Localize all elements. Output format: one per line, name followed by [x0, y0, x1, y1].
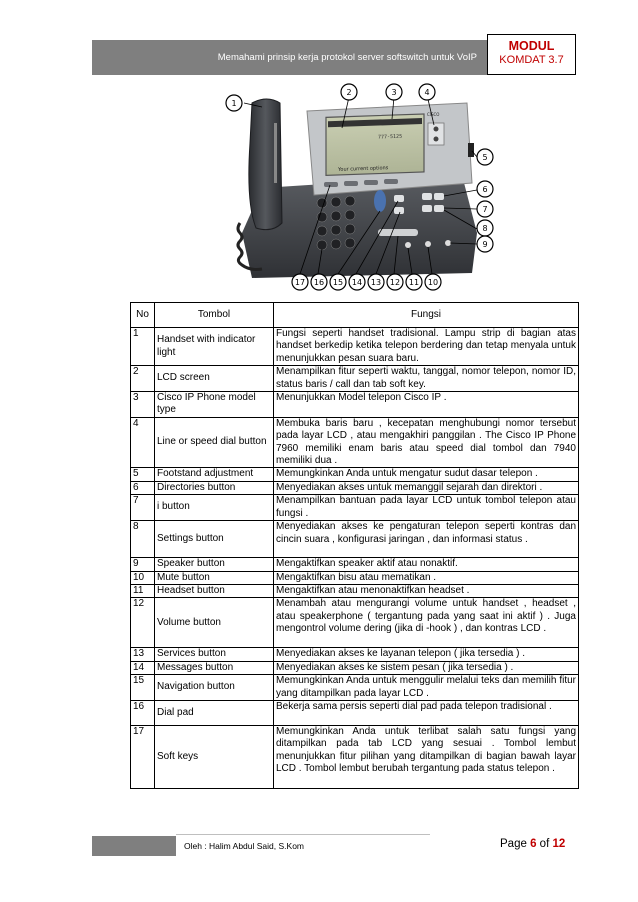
svg-text:11: 11	[408, 278, 420, 287]
svg-text:3: 3	[391, 88, 397, 97]
cell-tombol: Directories button	[155, 481, 274, 494]
table-row	[131, 495, 579, 521]
callout-6	[477, 181, 493, 197]
table-row	[131, 366, 579, 392]
cell-fungsi: Mengaktifkan speaker aktif atau nonaktif.	[274, 558, 579, 571]
button-function-table	[130, 302, 579, 789]
callout-4	[419, 84, 435, 100]
footer-author: Oleh : Halim Abdul Said, S.Kom	[184, 841, 305, 851]
table-row	[131, 328, 579, 366]
cell-tombol: Cisco IP Phone model type	[155, 392, 274, 418]
cell-fungsi: Menampilkan fitur seperti waktu, tanggal, nomor telepon, nomor ID, status baris / call dan tab soft key.	[274, 366, 579, 392]
cell-fungsi: Menyediakan akses ke sistem pesan ( jika tersedia ) .	[274, 661, 579, 674]
svg-text:14: 14	[351, 278, 363, 287]
cell-fungsi: Mengaktifkan atau menonaktifkan headset .	[274, 584, 579, 597]
col-header-no: No	[131, 303, 155, 328]
lcd-status: Your current options	[338, 165, 389, 173]
page-of: of	[539, 838, 550, 850]
svg-text:8: 8	[482, 224, 488, 233]
header-title: Memahami prinsip kerja protokol server softswitch untuk VoIP	[217, 52, 477, 63]
svg-text:15: 15	[332, 278, 344, 287]
cell-fungsi: Menyediakan akses ke pengaturan telepon seperti kontras dan cincin suara , konfigurasi jaringan , dan informasi status .	[274, 521, 579, 558]
table-row	[131, 481, 579, 494]
cell-no: 6	[131, 481, 155, 494]
cell-tombol: Speaker button	[155, 558, 274, 571]
svg-text:9: 9	[482, 240, 488, 249]
callout-8	[477, 220, 493, 236]
footer-bar	[92, 836, 176, 856]
cell-fungsi: Menyediakan akses untuk memanggil sejarah dan direktori .	[274, 481, 579, 494]
callout-5	[477, 149, 493, 165]
callout-9	[477, 236, 493, 252]
cell-tombol: Handset with indicator light	[155, 328, 274, 366]
cell-tombol: Line or speed dial button	[155, 417, 274, 468]
svg-text:7: 7	[482, 205, 488, 214]
cell-tombol: Headset button	[155, 584, 274, 597]
table-header-row	[131, 303, 579, 328]
page-current: 6	[530, 838, 537, 850]
table-row	[131, 675, 579, 701]
cell-no: 9	[131, 558, 155, 571]
callout-13	[368, 274, 384, 290]
cell-tombol: Footstand adjustment	[155, 468, 274, 481]
svg-text:12: 12	[389, 278, 401, 287]
cell-fungsi: Menambah atau mengurangi volume untuk handset , headset , atau speakerphone ( tergantung pada yang saat ini aktif ) . Juga mengontrol volume dering (jika di -hook ) , dan kontras LCD .	[274, 598, 579, 648]
table-row	[131, 648, 579, 661]
col-header-tombol: Tombol	[155, 303, 274, 328]
callout-7	[477, 201, 493, 217]
cell-no: 12	[131, 598, 155, 648]
svg-text:17: 17	[294, 278, 306, 287]
cell-no: 13	[131, 648, 155, 661]
callout-10	[425, 274, 441, 290]
cell-tombol: Dial pad	[155, 700, 274, 725]
module-label: MODUL	[508, 39, 555, 53]
cell-no: 4	[131, 417, 155, 468]
svg-text:4: 4	[424, 88, 430, 97]
svg-text:1: 1	[231, 99, 237, 108]
cell-tombol: i button	[155, 495, 274, 521]
svg-text:10: 10	[427, 278, 439, 287]
phone-figure	[222, 83, 502, 295]
callout-3	[386, 84, 402, 100]
table-row	[131, 468, 579, 481]
cell-no: 15	[131, 675, 155, 701]
cell-tombol: Settings button	[155, 521, 274, 558]
svg-text:16: 16	[313, 278, 325, 287]
cell-no: 16	[131, 700, 155, 725]
callout-11	[406, 274, 422, 290]
table-row	[131, 417, 579, 468]
page-prefix: Page	[500, 838, 527, 850]
table-row	[131, 571, 579, 584]
callout-17	[292, 274, 308, 290]
cell-no: 1	[131, 328, 155, 366]
table-row	[131, 558, 579, 571]
cell-fungsi: Bekerja sama persis seperti dial pad pada telepon tradisional .	[274, 700, 579, 725]
cell-fungsi: Membuka baris baru , kecepatan menghubungi nomor tersebut pada layar LCD , atau mengakhiri panggilan . The Cisco IP Phone 7960 memiliki enam baris atau speed dial tombol dan 7940 memiliki dua .	[274, 417, 579, 468]
page-number	[500, 838, 565, 850]
table-row	[131, 598, 579, 648]
cell-tombol: LCD screen	[155, 366, 274, 392]
module-code: KOMDAT 3.7	[499, 54, 564, 66]
cell-no: 5	[131, 468, 155, 481]
table-row	[131, 661, 579, 674]
svg-text:CISCO: CISCO	[427, 112, 440, 117]
cell-no: 2	[131, 366, 155, 392]
cell-no: 3	[131, 392, 155, 418]
cell-fungsi: Memungkinkan Anda untuk mengatur sudut dasar telepon .	[274, 468, 579, 481]
callout-15	[330, 274, 346, 290]
cell-no: 8	[131, 521, 155, 558]
cell-tombol: Mute button	[155, 571, 274, 584]
cell-tombol: Messages button	[155, 661, 274, 674]
cell-no: 17	[131, 725, 155, 788]
module-box	[487, 34, 576, 75]
cell-fungsi: Menyediakan akses ke layanan telepon ( jika tersedia ) .	[274, 648, 579, 661]
table-row	[131, 725, 579, 788]
cell-tombol: Navigation button	[155, 675, 274, 701]
page-total: 12	[552, 838, 566, 850]
lcd-number: 777-5125	[378, 133, 403, 141]
table-row	[131, 584, 579, 597]
callout-16	[311, 274, 327, 290]
cell-fungsi: Fungsi seperti handset tradisional. Lampu strip di bagian atas handset berkedip ketika telepon berdering dan tetap menyala untuk menunjukkan pesan suara baru.	[274, 328, 579, 366]
cell-no: 7	[131, 495, 155, 521]
table-row	[131, 521, 579, 558]
cell-tombol: Volume button	[155, 598, 274, 648]
cell-no: 11	[131, 584, 155, 597]
callout-1	[226, 95, 242, 111]
cell-tombol: Soft keys	[155, 725, 274, 788]
callout-2	[341, 84, 357, 100]
svg-text:5: 5	[482, 153, 488, 162]
cell-no: 10	[131, 571, 155, 584]
cell-fungsi: Menunjukkan Model telepon Cisco IP .	[274, 392, 579, 418]
svg-text:2: 2	[346, 88, 352, 97]
callout-12	[387, 274, 403, 290]
cell-fungsi: Mengaktifkan bisu atau mematikan .	[274, 571, 579, 584]
svg-text:6: 6	[482, 185, 488, 194]
callout-14	[349, 274, 365, 290]
cell-fungsi: Memungkinkan Anda untuk terlibat salah satu fungsi yang ditampilkan pada tab LCD yang sesuai . Tombol lembut menunjukkan fitur pilihan yang ditampilkan di bagian bawah layar LCD . Tombol lembut berubah tergantung pada status telepon .	[274, 725, 579, 788]
cell-fungsi: Menampilkan bantuan pada layar LCD untuk tombol telepon atau fungsi .	[274, 495, 579, 521]
footer-divider	[176, 834, 430, 835]
table-row	[131, 392, 579, 418]
cell-no: 14	[131, 661, 155, 674]
col-header-fungsi: Fungsi	[274, 303, 579, 328]
cell-fungsi: Memungkinkan Anda untuk menggulir melalui teks dan memilih fitur yang ditampilkan pada layar LCD .	[274, 675, 579, 701]
cell-tombol: Services button	[155, 648, 274, 661]
svg-text:13: 13	[370, 278, 382, 287]
table-row	[131, 700, 579, 725]
